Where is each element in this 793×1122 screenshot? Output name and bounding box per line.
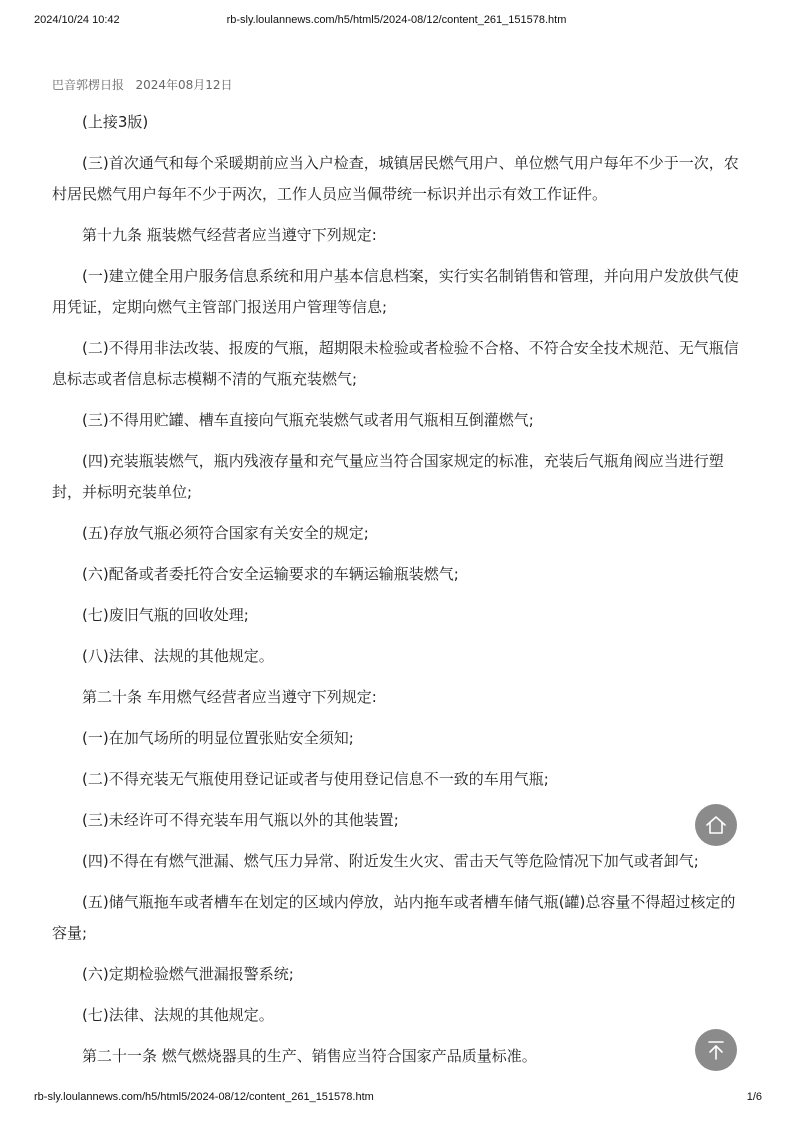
- paragraph: 第二十条 车用燃气经营者应当遵守下列规定:: [82, 688, 377, 706]
- print-datetime: 2024/10/24 10:42: [34, 14, 120, 26]
- newspaper-name: 巴音郭楞日报: [52, 78, 125, 92]
- page-number: 1/6: [746, 1091, 762, 1103]
- print-footer: [0, 1091, 793, 1111]
- source-line: [52, 76, 233, 93]
- paragraph: (一)建立健全用户服务信息系统和用户基本信息档案，实行实名制销售和管理，并向用户发放供气使用凭证，定期向燃气主管部门报送用户管理等信息;: [52, 267, 739, 316]
- paragraph: 第十九条 瓶装燃气经营者应当遵守下列规定:: [82, 226, 377, 244]
- paragraph: (三)不得用贮罐、槽车直接向气瓶充装燃气或者用气瓶相互倒灌燃气;: [82, 411, 534, 429]
- paragraph: (六)定期检验燃气泄漏报警系统;: [82, 965, 294, 983]
- paragraph: (三)首次通气和每个采暖期前应当入户检查，城镇居民燃气用户、单位燃气用户每年不少于一次，农村居民燃气用户每年不少于两次，工作人员应当佩带统一标识并出示有效工作证件。: [52, 154, 739, 203]
- home-icon: [705, 814, 727, 836]
- paragraph: (上接3版): [82, 113, 149, 131]
- paragraph: (四)不得在有燃气泄漏、燃气压力异常、附近发生火灾、雷击天气等危险情况下加气或者卸气;: [82, 852, 699, 870]
- home-button[interactable]: [695, 804, 737, 846]
- paragraph: (五)储气瓶拖车或者槽车在划定的区域内停放，站内拖车或者槽车储气瓶(罐)总容量不得超过核定的容量;: [52, 893, 736, 942]
- paragraph: (七)法律、法规的其他规定。: [82, 1006, 274, 1024]
- publish-date: 2024年08月12日: [135, 78, 233, 92]
- paragraph: (六)配备或者委托符合安全运输要求的车辆运输瓶装燃气;: [82, 565, 459, 583]
- paragraph: (二)不得充装无气瓶使用登记证或者与使用登记信息不一致的车用气瓶;: [82, 770, 549, 788]
- paragraph: 第二十一条 燃气燃烧器具的生产、销售应当符合国家产品质量标准。: [82, 1047, 537, 1065]
- paragraph: (八)法律、法规的其他规定。: [82, 647, 274, 665]
- paragraph: (四)充装瓶装燃气，瓶内残液存量和充气量应当符合国家规定的标准，充装后气瓶角阀应当进行塑封，并标明充装单位;: [52, 452, 724, 501]
- paragraph: (七)废旧气瓶的回收处理;: [82, 606, 249, 624]
- paragraph: (二)不得用非法改装、报废的气瓶，超期限未检验或者检验不合格、不符合安全技术规范、无气瓶信息标志或者信息标志模糊不清的气瓶充装燃气;: [52, 339, 739, 388]
- paragraph: (五)存放气瓶必须符合国家有关安全的规定;: [82, 524, 369, 542]
- back-to-top-button[interactable]: [695, 1029, 737, 1071]
- article-body: [52, 107, 742, 1082]
- print-header: [0, 14, 793, 34]
- paragraph: (三)未经许可不得充装车用气瓶以外的其他装置;: [82, 811, 399, 829]
- arrow-up-to-top-icon: [705, 1039, 727, 1061]
- paragraph: (一)在加气场所的明显位置张贴安全须知;: [82, 729, 354, 747]
- footer-url: rb-sly.loulannews.com/h5/html5/2024-08/12/content_261_151578.htm: [34, 1091, 374, 1103]
- print-url: rb-sly.loulannews.com/h5/html5/2024-08/12/content_261_151578.htm: [226, 14, 567, 26]
